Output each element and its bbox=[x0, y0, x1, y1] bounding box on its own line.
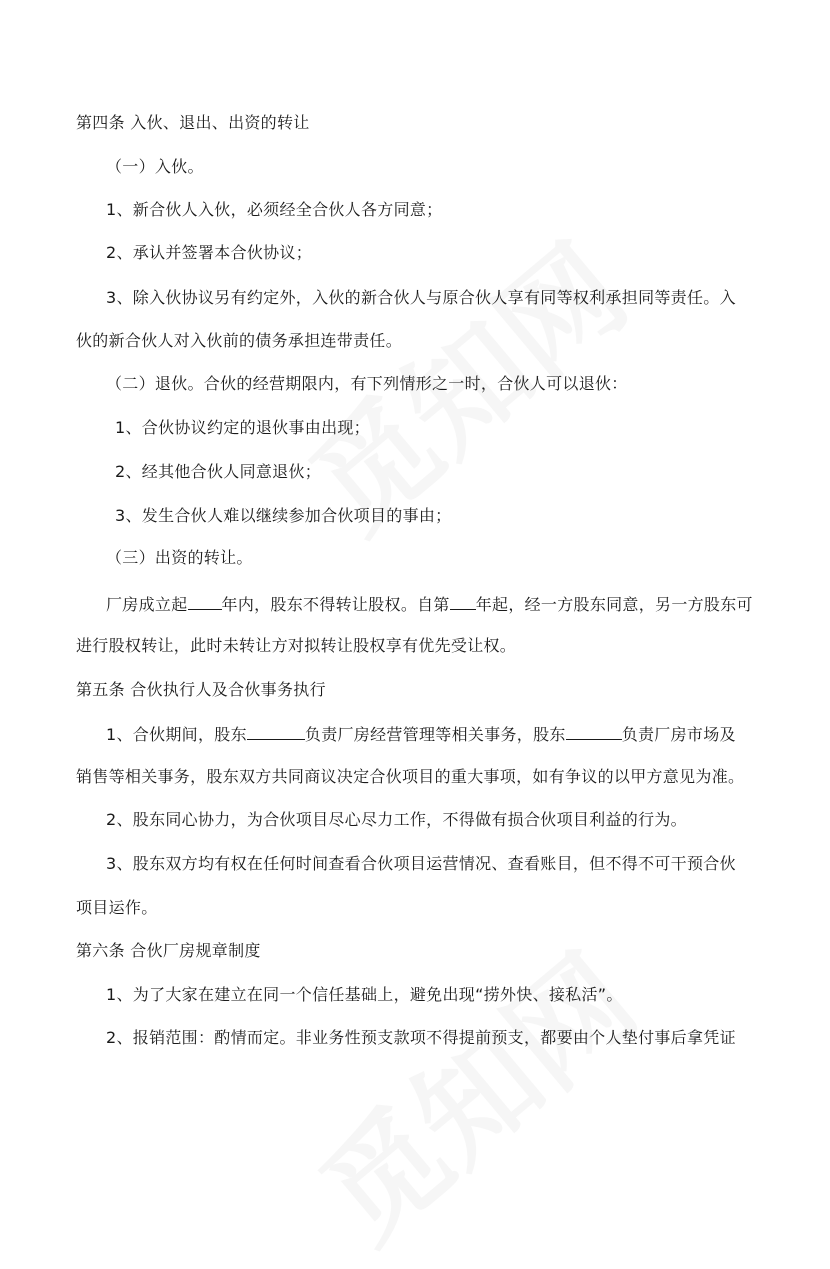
rules-item-2: 2、报销范围：酌情而定。非业务性预支款项不得提前预支，都要由个人垫付事后拿凭证 bbox=[106, 1028, 736, 1047]
sales-shareholder-blank-field[interactable] bbox=[566, 722, 622, 740]
transfer-text-a: 厂房成立起 bbox=[106, 595, 188, 614]
transfer-paragraph-line-1 bbox=[106, 592, 753, 616]
join-item-3-line-2: 伙的新合伙人对入伙前的债务承担连带责任。 bbox=[76, 331, 403, 350]
withdraw-item-1: 1、合伙协议约定的退伙事由出现； bbox=[115, 418, 370, 437]
section-join-title: （一）入伙。 bbox=[106, 157, 204, 176]
article-6-heading: 第六条 合伙厂房规章制度 bbox=[76, 941, 261, 960]
transfer-text-c: 年起，经一方股东同意，另一方股东可 bbox=[475, 595, 753, 614]
executor-text-c: 负责厂房市场及 bbox=[621, 725, 736, 744]
manager-shareholder-blank-field[interactable] bbox=[247, 722, 305, 740]
join-item-3-line-1: 3、除入伙协议另有约定外，入伙的新合伙人与原合伙人享有同等权利承担同等责任。入 bbox=[106, 288, 736, 307]
withdraw-item-2: 2、经其他合伙人同意退伙； bbox=[115, 462, 322, 481]
transfer-paragraph-line-2: 进行股权转让，此时未转让方对拟转让股权享有优先受让权。 bbox=[76, 636, 517, 655]
executor-text-b: 负责厂房经营管理等相关事务，股东 bbox=[304, 725, 566, 744]
executor-item-3-line-1: 3、股东双方均有权在任何时间查看合伙项目运营情况、查看账目，但不得不可干预合伙 bbox=[106, 854, 736, 873]
executor-item-3-line-2: 项目运作。 bbox=[76, 898, 158, 917]
executor-item-2: 2、股东同心协力，为合伙项目尽心尽力工作，不得做有损合伙项目利益的行为。 bbox=[106, 810, 687, 829]
section-transfer-title: （三）出资的转让。 bbox=[106, 548, 253, 567]
article-5-heading: 第五条 合伙执行人及合伙事务执行 bbox=[76, 680, 326, 699]
transfer-text-b: 年内，股东不得转让股权。自第 bbox=[221, 595, 450, 614]
join-item-1: 1、新合伙人入伙，必须经全合伙人各方同意； bbox=[106, 200, 443, 219]
executor-paragraph-line-2: 销售等相关事务，股东双方共同商议决定合伙项目的重大事项，如有争议的以甲方意见为准。 bbox=[76, 767, 745, 786]
join-item-2: 2、承认并签署本合伙协议； bbox=[106, 243, 313, 262]
years-blank-field[interactable] bbox=[188, 592, 222, 610]
withdraw-item-3: 3、发生合伙人难以继续参加合伙项目的事由； bbox=[115, 506, 452, 525]
rules-item-1: 1、为了大家在建立在同一个信任基础上，避免出现“捞外快、接私活”。 bbox=[106, 985, 623, 1004]
executor-text-a: 1、合伙期间，股东 bbox=[106, 725, 247, 744]
section-withdraw-title: （二）退伙。合伙的经营期限内，有下列情形之一时，合伙人可以退伙： bbox=[106, 374, 628, 393]
article-4-heading: 第四条 入伙、退出、出资的转让 bbox=[76, 113, 310, 132]
start-year-blank-field[interactable] bbox=[450, 592, 476, 610]
executor-paragraph-line-1 bbox=[106, 722, 736, 746]
